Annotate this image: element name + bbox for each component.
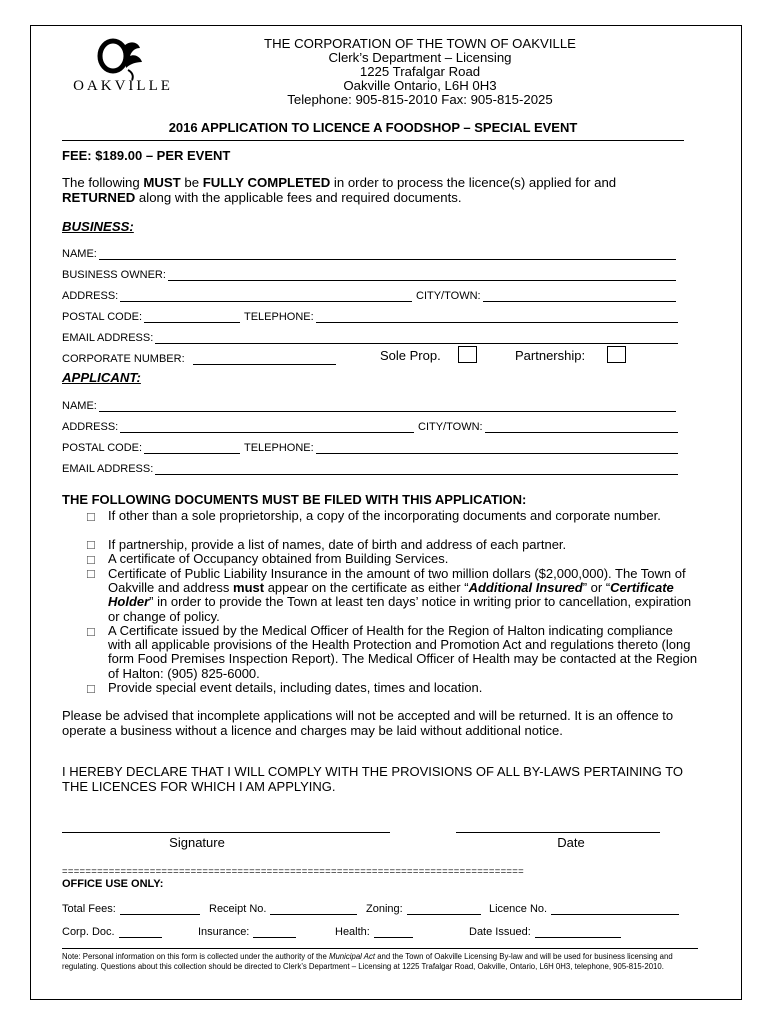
zoning-field[interactable]: Zoning: [366,901,481,915]
applicant-heading: APPLICANT: [62,370,141,385]
document-checkbox-icon[interactable]: ☐ [86,540,96,552]
header-line-3: 1225 Trafalgar Road [359,64,481,79]
business-telephone-field[interactable]: TELEPHONE: [244,309,678,323]
document-item-2: If partnership, provide a list of names, date of birth and address of each partner. [108,537,567,552]
business-email-field[interactable]: EMAIL ADDRESS: [62,330,678,344]
header-line-2: Clerk’s Department – Licensing [328,50,512,65]
document-checkbox-icon[interactable]: ☐ [86,684,96,696]
corporate-number-field[interactable]: CORPORATE NUMBER: [62,351,336,365]
header-line-4: Oakville Ontario, L6H 0H3 [343,78,497,93]
logo-wordmark: OAKVILLE [73,78,173,94]
sole-prop-label: Sole Prop. [380,348,441,363]
total-fees-field[interactable]: Total Fees: [62,901,200,915]
signature-line[interactable] [62,832,390,833]
documents-heading: THE FOLLOWING DOCUMENTS MUST BE FILED WITH THIS APPLICATION: [62,492,527,507]
applicant-name-field[interactable]: NAME: [62,398,676,412]
document-item-3: A certificate of Occupancy obtained from Building Services. [108,551,449,566]
partnership-label: Partnership: [515,348,586,363]
note-rule [62,948,698,949]
document-checkbox-icon[interactable]: ☐ [86,569,96,581]
privacy-note: Note: Personal information on this form is collected under the authority of the Municipal Act and the Town of Oakville Licensing By-law and will be used for business licensing and regulating. Questions about this collection should be directed to Clerk’s Department – Licensing at 1225 Trafalgar Road, Oakville, Ontario, L6H 0H3, telephone, 905-815-2010. [62,952,673,971]
date-label: Date [557,835,585,850]
date-line[interactable] [456,832,660,833]
header-line-5: Telephone: 905-815-2010 Fax: 905-815-2025 [287,92,553,107]
business-name-field[interactable]: NAME: [62,246,676,260]
partnership-checkbox[interactable] [607,346,626,363]
form-title: 2016 APPLICATION TO LICENCE A FOODSHOP – SPECIAL EVENT [168,120,578,135]
applicant-postal-field[interactable]: POSTAL CODE: [62,440,240,454]
declaration-text: I HEREBY DECLARE THAT I WILL COMPLY WITH THE PROVISIONS OF ALL BY-LAWS PERTAINING TO THE LICENCES FOR WHICH I AM APPLYING. [62,764,684,794]
business-owner-field[interactable]: BUSINESS OWNER: [62,267,676,281]
licence-no-field[interactable]: Licence No. [489,901,679,915]
document-item-4: Certificate of Public Liability Insurance in the amount of two million dollars ($2,000,000). The Town of Oakville and address must appear on the certificate as either “Additional Insured” or “Certificate Holder” in order to provide the Town at least ten days’ notice in writing prior to cancellation, expiration or change of policy. [108,566,692,624]
fee-line: FEE: $189.00 – PER EVENT [62,148,231,163]
sole-prop-checkbox[interactable] [458,346,477,363]
corp-doc-field[interactable]: Corp. Doc. [62,924,162,938]
document-item-5: A Certificate issued by the Medical Officer of Health for the Region of Halton indicating compliance with all applicable provisions of the Health Protection and Promotion Act and regulations thereto (long form Food Premises Inspection Report). The Medical Officer of Health may be contacted at the Region of Halton: (905) 825-6000. [108,623,698,681]
applicant-email-field[interactable]: EMAIL ADDRESS: [62,461,678,475]
insurance-field[interactable]: Insurance: [198,924,296,938]
intro-text: The following MUST be FULLY COMPLETED in order to process the licence(s) applied for and RETURNED along with the applicable fees and required documents. [62,175,617,205]
date-issued-field[interactable]: Date Issued: [469,924,621,938]
receipt-no-field[interactable]: Receipt No. [209,901,357,915]
advisory-text: Please be advised that incomplete applications will not be accepted and will be returned. It is an offence to operate a business without a licence and charges may be laid without additional notice. [62,708,674,738]
title-rule [62,140,684,141]
document-item-1: If other than a sole proprietorship, a copy of the incorporating documents and corporate number. [108,508,661,523]
document-item-6: Provide special event details, including dates, times and location. [108,680,483,695]
document-checkbox-icon[interactable]: ☐ [86,512,96,524]
signature-label: Signature [169,835,225,850]
separator-line: =============================================================================== [62,866,524,877]
business-address-field[interactable]: ADDRESS: [62,288,412,302]
document-checkbox-icon[interactable]: ☐ [86,555,96,567]
header-line-1: THE CORPORATION OF THE TOWN OF OAKVILLE [264,36,576,51]
health-field[interactable]: Health: [335,924,413,938]
document-checkbox-icon[interactable]: ☐ [86,627,96,639]
office-use-heading: OFFICE USE ONLY: [62,878,164,890]
business-city-field[interactable]: CITY/TOWN: [416,288,676,302]
applicant-address-field[interactable]: ADDRESS: [62,419,414,433]
business-heading: BUSINESS: [62,219,134,234]
applicant-city-field[interactable]: CITY/TOWN: [418,419,678,433]
business-postal-field[interactable]: POSTAL CODE: [62,309,240,323]
applicant-telephone-field[interactable]: TELEPHONE: [244,440,678,454]
